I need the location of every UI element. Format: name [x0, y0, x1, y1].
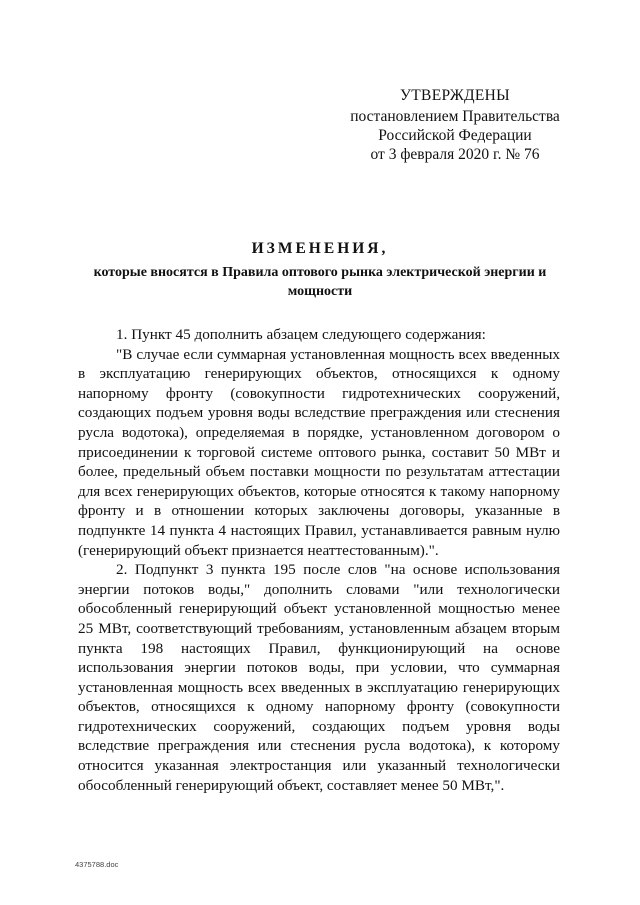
approval-line-1: постановлением Правительства [350, 108, 560, 125]
approval-line-3: от 3 февраля 2020 г. № 76 [370, 146, 540, 163]
paragraph-2: "В случае если суммарная установленная мощность всех введенных в эксплуатацию генерирующих объектов, относящихся к одному напорному фронту (совокупности гидротехнических сооружений, создающих подъем уровня воды вследствие преграждения или стеснения русла водотока), определяемая в порядке, установленном договором о присоединении к торговой системе оптового рынка, составит 50 МВт и более, предельный объем поставки мощности по результатам аттестации для всех генерирующих объектов, которые относятся к такому напорному фронту и в отношении которых заключены договоры, указанные в подпункте 14 пункта 4 настоящих Правил, устанавливается равным нулю (генерирующий объект признается неаттестованным).". [78, 345, 560, 559]
document-subtitle: которые вносятся в Правила оптового рынка электрической энергии и мощности [93, 265, 547, 299]
document-body [78, 325, 560, 795]
paragraph-3: 2. Подпункт 3 пункта 195 после слов "на основе использования энергии потоков воды," дополнить словами "или технологически обособленный генерирующий объект установленной мощностью менее 25 МВт, соответствующий требованиям, установленным абзацем вторым пункта 198 настоящих Правил, функционирующий на основе использования энергии потоков воды, при условии, что суммарная установленная мощность всех введенных в эксплуатацию генерирующих объектов, относящихся к одному напорному фронту (совокупности гидротехнических сооружений, создающих подъем уровня воды вследствие преграждения или стеснения русла водотока), к которому относится указанная электростанция или указанный технологически обособленный генерирующий объект, составляет менее 50 МВт,". [78, 561, 560, 794]
approval-heading: УТВЕРЖДЕНЫ [400, 87, 510, 104]
document-title: ИЗМЕНЕНИЯ, [251, 240, 389, 257]
file-code: 4375788.doc [75, 860, 119, 869]
approval-line-2: Российской Федерации [378, 127, 532, 144]
approval-block [340, 86, 570, 164]
paragraph-1: 1. Пункт 45 дополнить абзацем следующего содержания: [116, 326, 486, 343]
